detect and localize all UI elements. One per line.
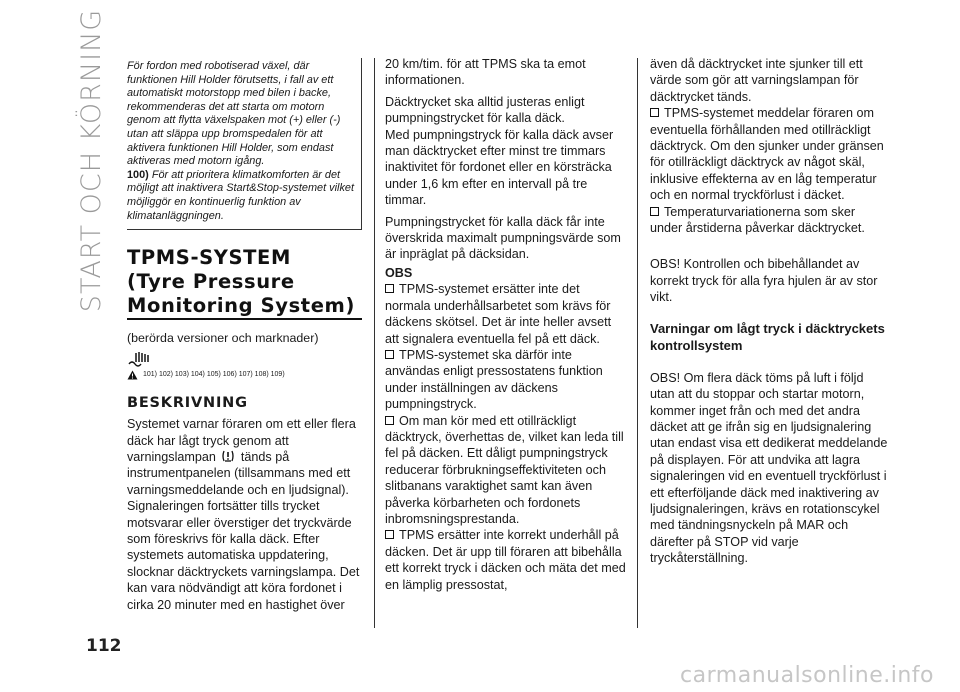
bullet-text: TPMS ersätter inte korrekt underhåll på däcken. Det är upp till föraren att bibehålla ett korrekt tryck i däcken och mäta det med en lämplig pressostat,	[385, 528, 626, 592]
chapter-side-title	[76, 8, 108, 312]
warning-triangle-icon	[127, 370, 138, 380]
paragraph: Med pumpningstryck för kalla däck avser man däcktrycket efter minst tre timmars inaktivitet för fordonet eller en körsträcka under 1,6 km efter en intervall på tre timmar.	[385, 127, 614, 208]
paragraph: 20 km/tim. för att TPMS ska ta emot informationen.	[385, 57, 586, 88]
bullet-item	[385, 413, 627, 528]
bullet-item	[385, 527, 627, 593]
tpms-wave-icon	[127, 350, 153, 368]
column-1	[127, 58, 362, 613]
square-bullet-icon	[385, 284, 394, 293]
bullet-text: TPMS-systemet meddelar föraren om eventuella förhållanden med otillräckligt däcktryck. Om den sjunker under gränsen för otillräckligt däcktryck av något skäl, inklusive effekterna av en låg temperatur och en normal tryckförlust i däcket.	[650, 106, 884, 203]
page-number: 112	[86, 636, 122, 656]
tpms-warning-lamp-icon	[221, 449, 235, 463]
bullet-text: TPMS-systemet ersätter inte det normala underhållsarbetet som krävs för däckens skötsel. Det är inte heller avsett att signalera eventuella fel på ett däck.	[385, 282, 612, 346]
paragraph: Däcktrycket ska alltid justeras enligt pumpningstrycket för kalla däck.	[385, 94, 585, 126]
square-bullet-icon	[650, 108, 659, 117]
watermark: carmanualsonline.info	[680, 663, 934, 688]
column-3	[650, 58, 888, 567]
text-fragment: tänds på instrumentpanelen (tillsammans med ett varningsmeddelande och en ljudsignal). Signaleringen fortsätter tills trycket motsvarar eller överstiger det tryckvärde som föreskrivs för kalla däck. Efter systemets automatiska uppdatering, slocknar däcktryckets varningslampa. Det kan vara nödvändigt att köra fordonet i cirka 20 minuter med en hastighet över	[127, 449, 360, 612]
heading-line-2: (Tyre Pressure	[127, 270, 295, 294]
paragraph: Pumpningstrycket för kalla däck får inte överskrida maximalt pumpningsvärde som är inpräglat på däcksidan.	[385, 214, 621, 262]
square-bullet-icon	[385, 350, 394, 359]
spacer	[650, 236, 888, 252]
description-text	[127, 416, 362, 613]
column-divider	[374, 58, 375, 628]
warnings-heading: Varningar om lågt tryck i däcktryckets kontrollsystem	[650, 320, 885, 353]
square-bullet-icon	[385, 416, 394, 425]
chapter-title-text: START OCH KÖRNING	[76, 8, 108, 312]
note-box	[127, 58, 362, 230]
note-paragraph-numbered	[127, 169, 355, 223]
bullet-item	[385, 281, 627, 347]
bullet-item	[385, 347, 627, 413]
description-heading: BESKRIVNING	[127, 395, 248, 412]
text-fragment: Systemet varnar föraren om ett eller flera däck har lågt tryck genom att varningslampan	[127, 417, 356, 464]
note-text: För att prioritera klimatkomforten är det möjligt att inaktivera Start&Stop-systemet vilket möjliggör en kontinuerlig funktion av klimatanläggningen.	[127, 168, 354, 222]
heading-line-1: TPMS-SYSTEM	[127, 246, 291, 270]
paragraph: även då däcktrycket inte sjunker till ett värde som gör att varningslampan för däcktrycket tänds.	[650, 57, 863, 104]
bullet-text: TPMS-systemet ska därför inte användas enligt pressostatens funktion under inställningen av däckens pumpningstryck.	[385, 347, 603, 412]
note-number: 100)	[127, 168, 149, 181]
heading-line-3: Monitoring System)	[127, 294, 362, 320]
bullet-text: Om man kör med ett otillräckligt däcktryck, överhettas de, vilket kan leda till fel på däcken. Ett dåligt pumpningstryck reducerar förbrukningseffektiviteten och slitbanans varaktighet samt kan även påverka körbarheten och fordonets inbromsningsprestanda.	[385, 413, 624, 526]
versions-note: (berörda versioner och marknader)	[127, 331, 319, 346]
column-divider	[637, 58, 638, 628]
column-2	[385, 58, 627, 593]
bullet-item	[650, 105, 888, 203]
note-paragraph: För fordon med robotiserad växel, där funktionen Hill Holder förutsetts, i fall av ett automatiskt motorstopp med bilen i backe, rekommenderas det att starta om motorn genom att flytta växelspaken mot (+) eller (-) utan att släppa upp bromspedalen för att aktivera funktionen Hill Holder, som endast aktiveras med motorn igång.	[127, 60, 341, 168]
bullet-text: Temperaturvariationerna som sker under årstiderna påverkar däcktrycket.	[650, 204, 865, 236]
icon-row	[127, 350, 362, 368]
obs-heading: OBS	[385, 265, 413, 280]
section-main-heading	[127, 246, 362, 320]
square-bullet-icon	[385, 530, 394, 539]
spacer	[650, 354, 888, 370]
reference-numbers: 101) 102) 103) 104) 105) 106) 107) 108) 109)	[143, 371, 285, 379]
paragraph: OBS! Om flera däck töms på luft i följd utan att du stoppar och startar motorn, kommer inget från och med det andra däcket att ge ifrån sig en ljudsignalering utan endast visa ett dedikerat meddelande på displayen. För att undvika att lagra signaleringen vid en eventuell tryckförlust i ett efterföljande däck med inaktivering av ljudsignaleringen, krävs en rotationscykel med tändningsnyckeln på MAR och därefter på STOP vid varje tryckåterställning.	[650, 370, 888, 566]
square-bullet-icon	[650, 207, 659, 216]
bullet-item	[650, 204, 888, 237]
reference-row	[127, 370, 362, 380]
paragraph: OBS! Kontrollen och bibehållandet av korrekt tryck för alla fyra hjulen är av stor vikt.	[650, 257, 878, 305]
